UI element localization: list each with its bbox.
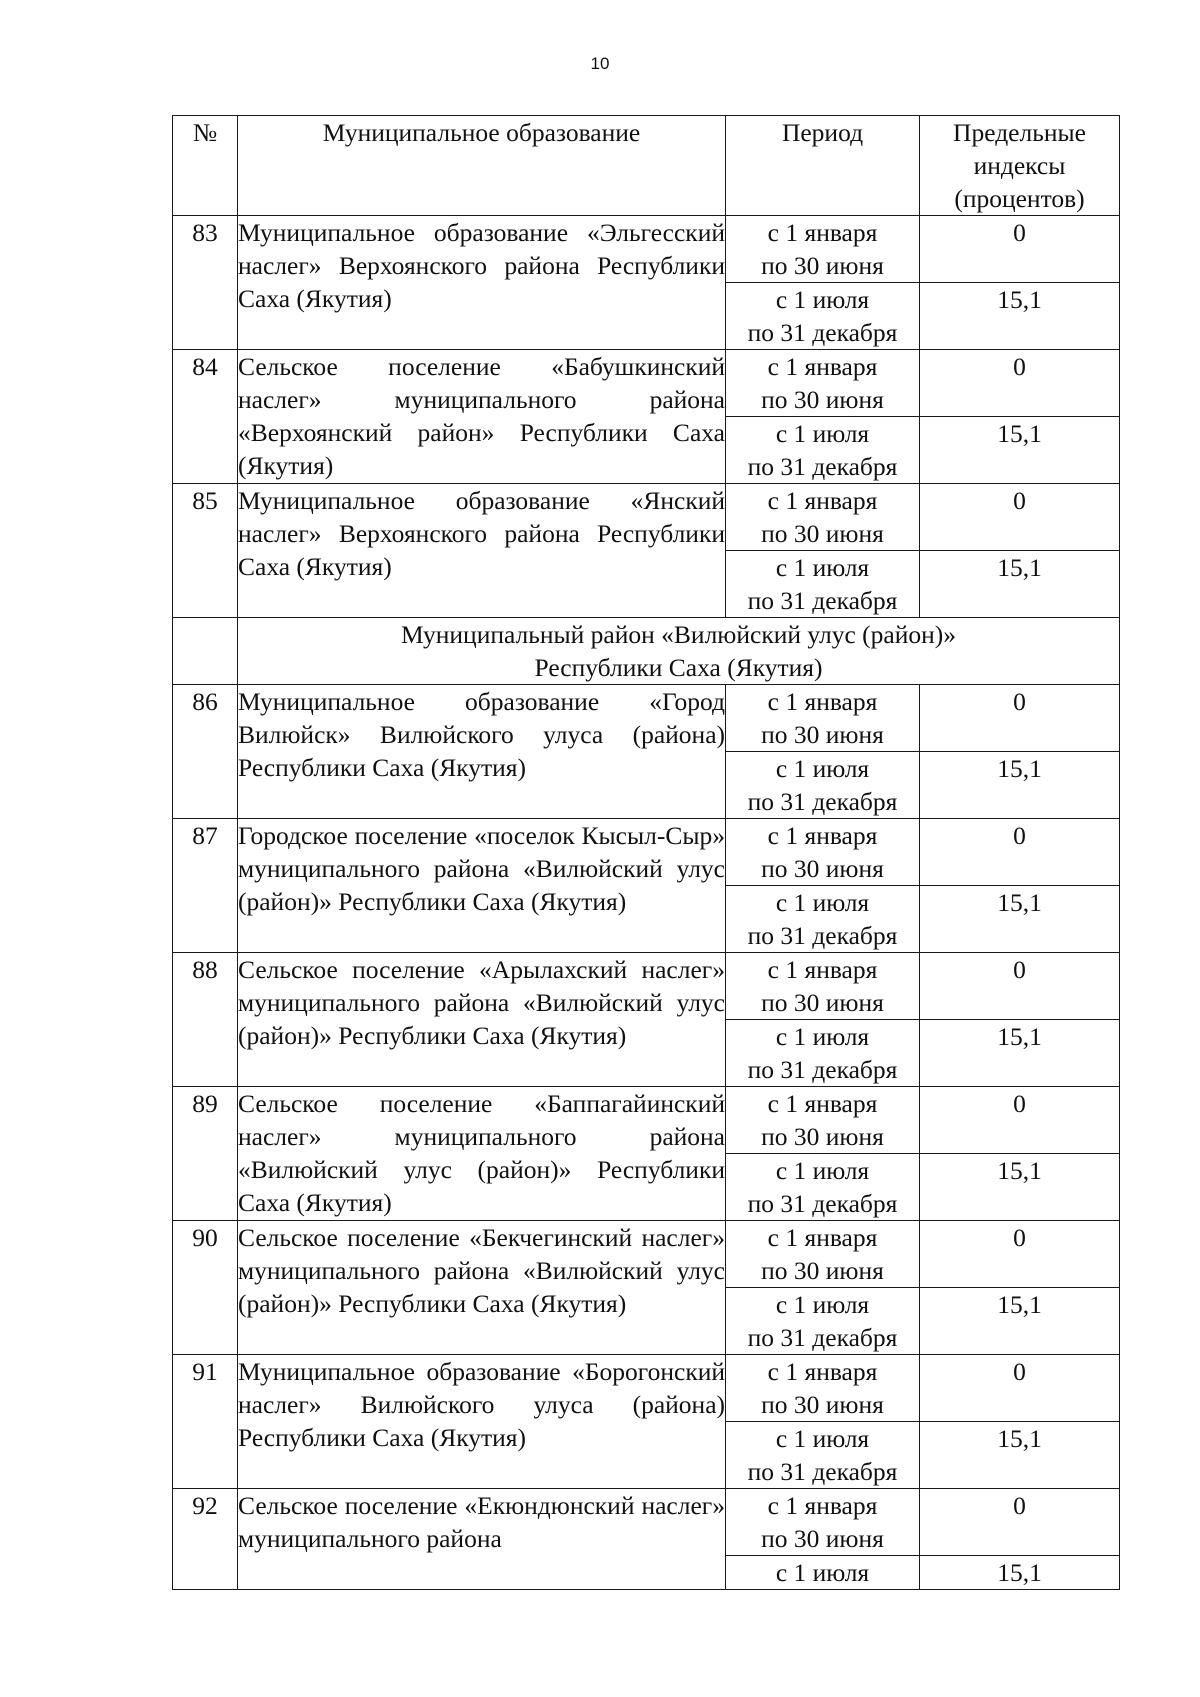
table-row (173, 819, 1120, 886)
period-first-half (726, 1087, 920, 1154)
municipality-name: Городское поселение «поселок Кысыл-Сыр» муниципального района «Вилюйский улус (район)» Республики Саха (Якутия) (238, 819, 726, 953)
period-start: с 1 января (767, 1491, 878, 1520)
period-end: по 30 июня (761, 385, 884, 414)
period-first-half (726, 1221, 920, 1288)
index-second-half: 15,1 (920, 1020, 1120, 1087)
period-end: по 31 декабря (747, 921, 898, 950)
period-start: с 1 января (767, 821, 878, 850)
period-first-half (726, 819, 920, 886)
tariff-index-table (172, 115, 1120, 1590)
period-second-half (726, 1556, 920, 1590)
section-title (238, 618, 1120, 685)
index-second-half: 15,1 (920, 752, 1120, 819)
table-row (173, 1489, 1120, 1556)
municipality-name: Сельское поселение «Баппагайинский наслег» муниципального района «Вилюйский улус (район)» Республики Саха (Якутия) (238, 1087, 726, 1221)
municipality-name: Муниципальное образование «Борогонский наслег» Вилюйского улуса (района) Республики Саха (Якутия) (238, 1355, 726, 1489)
row-number: 92 (173, 1489, 238, 1590)
index-first-half: 0 (920, 1087, 1120, 1154)
index-first-half: 0 (920, 819, 1120, 886)
index-first-half: 0 (920, 953, 1120, 1020)
section-title-line: Республики Саха (Якутия) (534, 653, 823, 682)
period-start: с 1 июля (775, 1022, 870, 1051)
period-second-half (726, 752, 920, 819)
period-start: с 1 января (767, 1357, 878, 1386)
table-row (173, 953, 1120, 1020)
header-municipality: Муниципальное образование (238, 116, 726, 216)
period-end: по 30 июня (761, 720, 884, 749)
period-start: с 1 января (767, 1089, 878, 1118)
header-index-line: индексы (973, 151, 1066, 180)
period-start: с 1 января (767, 1223, 878, 1252)
table-body (173, 216, 1120, 1590)
row-number: 91 (173, 1355, 238, 1489)
period-end: по 30 июня (761, 988, 884, 1017)
period-end: по 31 декабря (747, 1189, 898, 1218)
period-second-half (726, 1422, 920, 1489)
municipality-name: Муниципальное образование «Город Вилюйск» Вилюйского улуса (района) Республики Саха (Якутия) (238, 685, 726, 819)
row-number: 87 (173, 819, 238, 953)
period-first-half (726, 1355, 920, 1422)
municipality-name: Муниципальное образование «Янский наслег» Верхоянского района Республики Саха (Якутия) (238, 484, 726, 618)
municipality-name: Сельское поселение «Бекчегинский наслег» муниципального района «Вилюйский улус (район)» Республики Саха (Якутия) (238, 1221, 726, 1355)
index-second-half: 15,1 (920, 1422, 1120, 1489)
period-first-half (726, 350, 920, 417)
row-number: 89 (173, 1087, 238, 1221)
period-end: по 31 декабря (747, 787, 898, 816)
period-second-half (726, 1020, 920, 1087)
period-start: с 1 января (767, 352, 878, 381)
row-number: 86 (173, 685, 238, 819)
row-number: 85 (173, 484, 238, 618)
header-index-line: (процентов) (954, 184, 1085, 213)
period-second-half (726, 551, 920, 618)
page-number: 10 (590, 54, 610, 73)
period-start: с 1 июля (775, 553, 870, 582)
period-start: с 1 июля (775, 285, 870, 314)
period-start: с 1 июля (775, 1290, 870, 1319)
index-first-half: 0 (920, 1489, 1120, 1556)
row-number: 90 (173, 1221, 238, 1355)
period-end: по 31 декабря (747, 1323, 898, 1352)
index-second-half: 15,1 (920, 1556, 1120, 1590)
header-index (920, 116, 1120, 216)
municipality-name: Сельское поселение «Арылахский наслег» муниципального района «Вилюйский улус (район)» Республики Саха (Якутия) (238, 953, 726, 1087)
index-second-half: 15,1 (920, 1288, 1120, 1355)
table-row (173, 1355, 1120, 1422)
table-row (173, 1087, 1120, 1154)
municipality-name: Сельское поселение «Екюндюнский наслег» муниципального района (238, 1489, 726, 1590)
period-start: с 1 июля (775, 754, 870, 783)
row-number: 84 (173, 350, 238, 484)
period-second-half (726, 1154, 920, 1221)
period-end: по 30 июня (761, 1122, 884, 1151)
period-end: по 31 декабря (747, 318, 898, 347)
row-number: 83 (173, 216, 238, 350)
period-second-half (726, 886, 920, 953)
period-second-half (726, 283, 920, 350)
period-end: по 30 июня (761, 854, 884, 883)
index-second-half: 15,1 (920, 283, 1120, 350)
period-start: с 1 января (767, 486, 878, 515)
row-number: 88 (173, 953, 238, 1087)
period-start: с 1 июля (775, 1424, 870, 1453)
index-first-half: 0 (920, 216, 1120, 283)
index-first-half: 0 (920, 350, 1120, 417)
period-end: по 31 декабря (747, 1457, 898, 1486)
period-second-half (726, 1288, 920, 1355)
header-period: Период (726, 116, 920, 216)
period-end: по 30 июня (761, 251, 884, 280)
period-first-half (726, 484, 920, 551)
index-first-half: 0 (920, 484, 1120, 551)
period-end: по 30 июня (761, 519, 884, 548)
table-row (173, 1221, 1120, 1288)
index-first-half: 0 (920, 1221, 1120, 1288)
section-number-cell (173, 618, 238, 685)
period-first-half (726, 685, 920, 752)
period-start: с 1 января (767, 687, 878, 716)
period-end: по 30 июня (761, 1390, 884, 1419)
period-second-half (726, 417, 920, 484)
header-index-line: Предельные (953, 118, 1086, 147)
period-start: с 1 июля (775, 1558, 870, 1587)
index-second-half: 15,1 (920, 1154, 1120, 1221)
period-end: по 31 декабря (747, 586, 898, 615)
period-first-half (726, 1489, 920, 1556)
period-first-half (726, 216, 920, 283)
period-end: по 30 июня (761, 1256, 884, 1285)
section-title-line: Муниципальный район «Вилюйский улус (район)» (400, 620, 957, 649)
period-end: по 30 июня (761, 1524, 884, 1553)
municipality-name: Муниципальное образование «Эльгесский наслег» Верхоянского района Республики Саха (Якутия) (238, 216, 726, 350)
period-start: с 1 июля (775, 1156, 870, 1185)
period-end: по 31 декабря (747, 452, 898, 481)
index-first-half: 0 (920, 1355, 1120, 1422)
period-end: по 31 декабря (747, 1055, 898, 1084)
period-start: с 1 июля (775, 419, 870, 448)
period-start: с 1 января (767, 218, 878, 247)
table-row (173, 350, 1120, 417)
section-row (173, 618, 1120, 685)
period-start: с 1 января (767, 955, 878, 984)
period-first-half (726, 953, 920, 1020)
index-second-half: 15,1 (920, 886, 1120, 953)
index-first-half: 0 (920, 685, 1120, 752)
municipality-name: Сельское поселение «Бабушкинский наслег» муниципального района «Верхоянский район» Республики Саха (Якутия) (238, 350, 726, 484)
index-second-half: 15,1 (920, 417, 1120, 484)
table-row (173, 484, 1120, 551)
table-row (173, 216, 1120, 283)
index-second-half: 15,1 (920, 551, 1120, 618)
table-row (173, 685, 1120, 752)
table-header-row (173, 116, 1120, 216)
period-start: с 1 июля (775, 888, 870, 917)
header-number: № (173, 116, 238, 216)
